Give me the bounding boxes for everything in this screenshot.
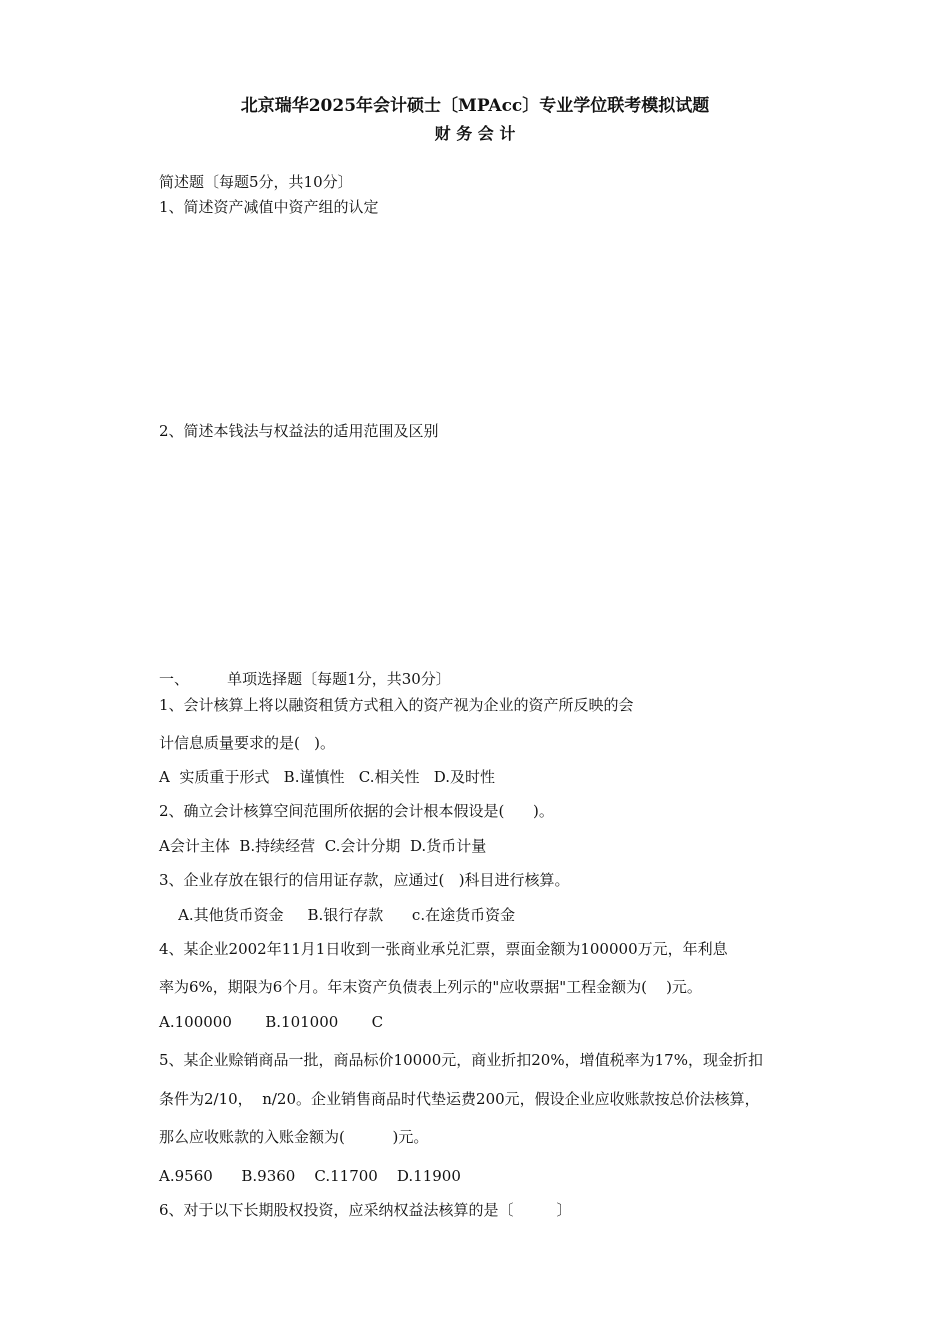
mc-question-3: 3、企业存放在银行的信用证存款，应通过( )科目进行核算。 [159,871,570,889]
question-2: 2、简述本钱法与权益法的适用范围及区别 [159,422,439,440]
mc-question-5-line2: 条件为2/10， n/20。企业销售商品时代垫运费200元，假设企业应收账款按总价法核算， [159,1090,760,1108]
mc-question-6: 6、对于以下长期股权投资，应采纳权益法核算的是〔 〕 [159,1201,572,1219]
subject-title: 财 务 会 计 [434,124,516,143]
mc-question-1-line2: 计信息质量要求的是( )。 [159,734,336,752]
exam-title: 北京瑞华2025年会计硕士〔MPAcc〕专业学位联考模拟试题 [240,96,710,116]
mc-question-1-options: A 实质重于形式 B.谨慎性 C.相关性 D.及时性 [159,768,496,786]
mc-question-3-options: A.其他货币资金 B.银行存款 c.在途货币资金 [159,906,516,924]
section-heading-short-answer: 简述题〔每题5分，共10分〕 [159,173,353,191]
mc-question-2-options: A会计主体 B.持续经营 C.会计分期 D.货币计量 [159,837,487,855]
mc-question-5-line1: 5、某企业赊销商品一批，商品标价10000元，商业折扣20%，增值税率为17%，现金折扣 [159,1051,763,1069]
mc-question-5-line3: 那么应收账款的入账金额为( )元。 [159,1128,429,1146]
mc-question-4-line1: 4、某企业2002年11月1日收到一张商业承兑汇票，票面金额为100000万元，年利息 [159,940,728,958]
mc-question-4-line2: 率为6%，期限为6个月。年末资产负债表上列示的"应收票据"工程金额为( )元。 [159,978,702,996]
section-heading-single-choice: 一、 单项选择题〔每题1分，共30分〕 [159,670,451,688]
question-1: 1、简述资产减值中资产组的认定 [159,198,379,216]
mc-question-2: 2、确立会计核算空间范围所依据的会计根本假设是( )。 [159,802,554,820]
mc-question-4-options: A.100000 B.101000 C [159,1013,384,1031]
mc-question-1-line1: 1、会计核算上将以融资租赁方式租入的资产视为企业的资产所反映的会 [159,696,634,714]
mc-question-5-options: A.9560 B.9360 C.11700 D.11900 [159,1167,461,1185]
